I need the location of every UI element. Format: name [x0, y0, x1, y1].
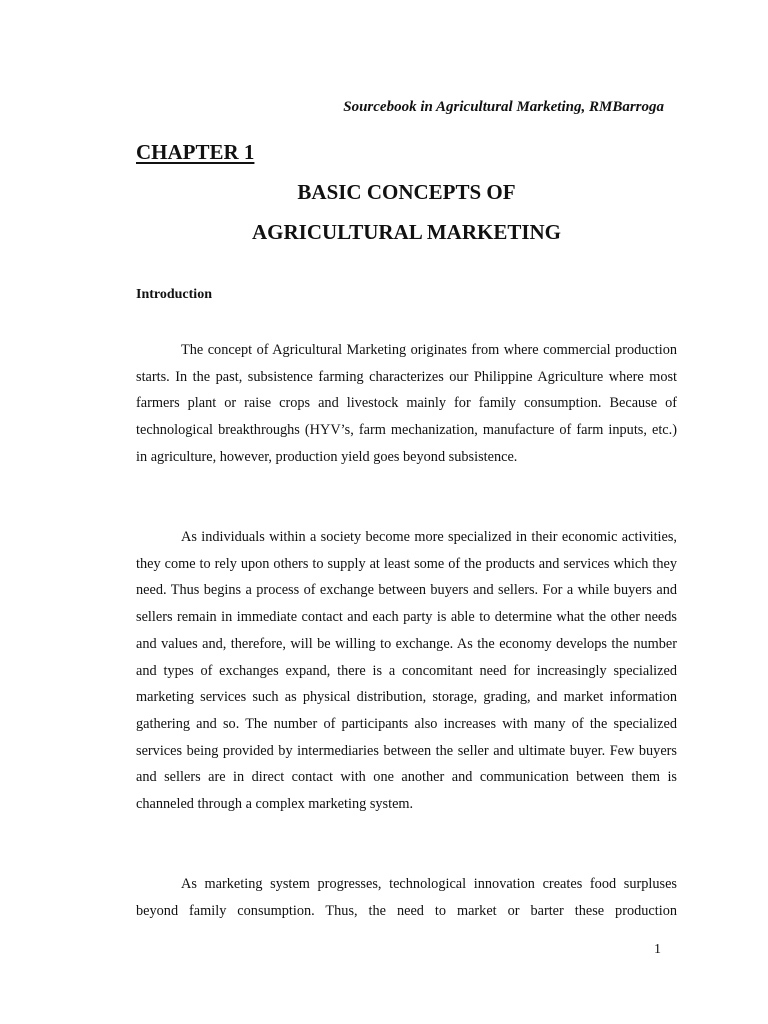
chapter-label: CHAPTER 1 [136, 140, 255, 164]
paragraph: The concept of Agricultural Marketing originates from where commercial production starts. In the past, subsistence farming characterizes our Philippine Agriculture where most farmers plant or raise crops and livestock mainly for family consumption. Because of technological breakthroughs (HYV’s, farm mechanization, manufacture of farm inputs, etc.) in agriculture, however, production yield goes beyond subsistence. [136, 342, 677, 465]
running-header: Sourcebook in Agricultural Marketing, RMBarroga [343, 99, 664, 115]
page-number: 1 [654, 942, 661, 957]
paragraph: As marketing system progresses, technological innovation creates food surpluses beyond family consumption. Thus, the need to market or barter these production [136, 876, 677, 919]
chapter-title-line-1: BASIC CONCEPTS OF [297, 180, 516, 204]
chapter-title-line-2: AGRICULTURAL MARKETING [251, 220, 562, 244]
section-heading: Introduction [136, 287, 212, 302]
paragraph: As individuals within a society become more specialized in their economic activities, they come to rely upon others to supply at least some of the products and services which they need. Thus begins a process of exchange between buyers and sellers. For a while buyers and sellers remain in immediate contact and each party is able to determine what the other needs and values and, therefore, will be willing to exchange. As the economy develops the number and types of exchanges expand, there is a concomitant need for increasingly specialized marketing services such as physical distribution, storage, grading, and market information gathering and so. The number of participants also increases with many of the specialized services being provided by intermediaries between the seller and ultimate buyer. Few buyers and sellers are in direct contact with one another and communication between them is channeled through a complex marketing system. [136, 529, 677, 813]
